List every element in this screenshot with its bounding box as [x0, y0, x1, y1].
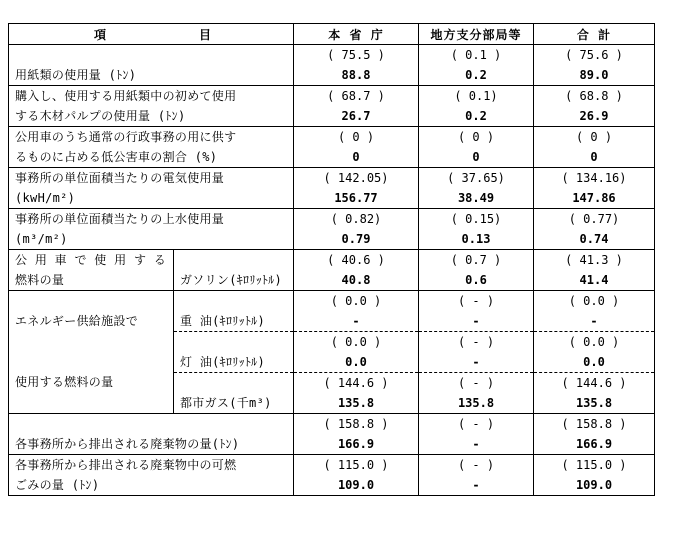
fuel-type-kerosene: 灯 油(ｷﾛﾘｯﾄﾙ) — [174, 332, 294, 373]
energy-facility-label — [9, 291, 174, 414]
cell-total: ( 134.16) 147.86 — [534, 168, 655, 209]
cell-regional: ( 0.1) 0.2 — [419, 86, 534, 127]
table-row — [9, 209, 655, 250]
report-table-wrapper — [8, 23, 655, 496]
cell-total: ( 115.0 ) 109.0 — [534, 455, 655, 496]
fuel-type-gasoline: ガソリン(ｷﾛﾘｯﾄﾙ) — [174, 250, 294, 291]
row-label: 購入し、使用する用紙類中の初めて使用 する木材パルプの使用量 (ﾄﾝ) — [9, 86, 294, 127]
row-label: 事務所の単位面積当たりの電気使用量 (kwH/m²) — [9, 168, 294, 209]
fuel-type-city-gas: 都市ガス(千m³) — [174, 373, 294, 414]
cell-total: ( 68.8 ) 26.9 — [534, 86, 655, 127]
cell-ministry: ( 144.6 ) 135.8 — [294, 373, 419, 414]
car-fuel-label: 公 用 車 で 使 用 す る 燃料の量 — [9, 250, 174, 291]
cell-total: ( 0.0 ) - — [534, 291, 655, 332]
row-label: 公用車のうち通常の行政事務の用に供す るものに占める低公害車の割合 (%) — [9, 127, 294, 168]
cell-regional: ( 37.65) 38.49 — [419, 168, 534, 209]
cell-ministry: ( 40.6 ) 40.8 — [294, 250, 419, 291]
cell-ministry: ( 0.82) 0.79 — [294, 209, 419, 250]
table-row — [9, 455, 655, 496]
cell-ministry: ( 0 ) 0 — [294, 127, 419, 168]
cell-regional: ( - ) - — [419, 414, 534, 455]
cell-ministry: ( 142.05) 156.77 — [294, 168, 419, 209]
table-row — [9, 414, 655, 455]
cell-total: ( 158.8 ) 166.9 — [534, 414, 655, 455]
cell-total: ( 144.6 ) 135.8 — [534, 373, 655, 414]
table-row — [9, 168, 655, 209]
cell-ministry: ( 68.7 ) 26.7 — [294, 86, 419, 127]
cell-total: ( 75.6 ) 89.0 — [534, 45, 655, 86]
header-col-ministry: 本 省 庁 — [294, 24, 419, 45]
cell-regional: ( - ) - — [419, 455, 534, 496]
cell-total: ( 41.3 ) 41.4 — [534, 250, 655, 291]
cell-ministry: ( 75.5 ) 88.8 — [294, 45, 419, 86]
row-label: 事務所の単位面積当たりの上水使用量 (m³/m²) — [9, 209, 294, 250]
table-row — [9, 127, 655, 168]
cell-total: ( 0.0 ) 0.0 — [534, 332, 655, 373]
cell-total: ( 0 ) 0 — [534, 127, 655, 168]
row-label: 各事務所から排出される廃棄物中の可燃 ごみの量 (ﾄﾝ) — [9, 455, 294, 496]
cell-regional: ( - ) - — [419, 291, 534, 332]
cell-ministry: ( 0.0 ) 0.0 — [294, 332, 419, 373]
energy-label-line2: 使用する燃料の量 — [15, 375, 114, 389]
table-row — [9, 86, 655, 127]
header-row — [9, 24, 655, 45]
row-label: 各事務所から排出される廃棄物の量(ﾄﾝ) — [9, 414, 294, 455]
table-row-gasoline — [9, 250, 655, 291]
table-row-heavy-oil — [9, 291, 655, 332]
header-col-total: 合 計 — [534, 24, 655, 45]
cell-ministry: ( 0.0 ) - — [294, 291, 419, 332]
energy-label-line1: エネルギー供給施設で — [15, 314, 139, 328]
header-item: 項 目 — [9, 24, 294, 45]
cell-total: ( 0.77) 0.74 — [534, 209, 655, 250]
fuel-type-heavy-oil: 重 油(ｷﾛﾘｯﾄﾙ) — [174, 291, 294, 332]
cell-regional: ( 0 ) 0 — [419, 127, 534, 168]
cell-ministry: ( 115.0 ) 109.0 — [294, 455, 419, 496]
cell-regional: ( - ) - — [419, 332, 534, 373]
cell-regional: ( 0.15) 0.13 — [419, 209, 534, 250]
table-row — [9, 45, 655, 86]
cell-regional: ( - ) 135.8 — [419, 373, 534, 414]
environment-data-table — [8, 23, 655, 496]
cell-regional: ( 0.1 ) 0.2 — [419, 45, 534, 86]
row-label: 用紙類の使用量 (ﾄﾝ) — [9, 45, 294, 86]
cell-regional: ( 0.7 ) 0.6 — [419, 250, 534, 291]
header-col-regional: 地方支分部局等 — [419, 24, 534, 45]
cell-ministry: ( 158.8 ) 166.9 — [294, 414, 419, 455]
